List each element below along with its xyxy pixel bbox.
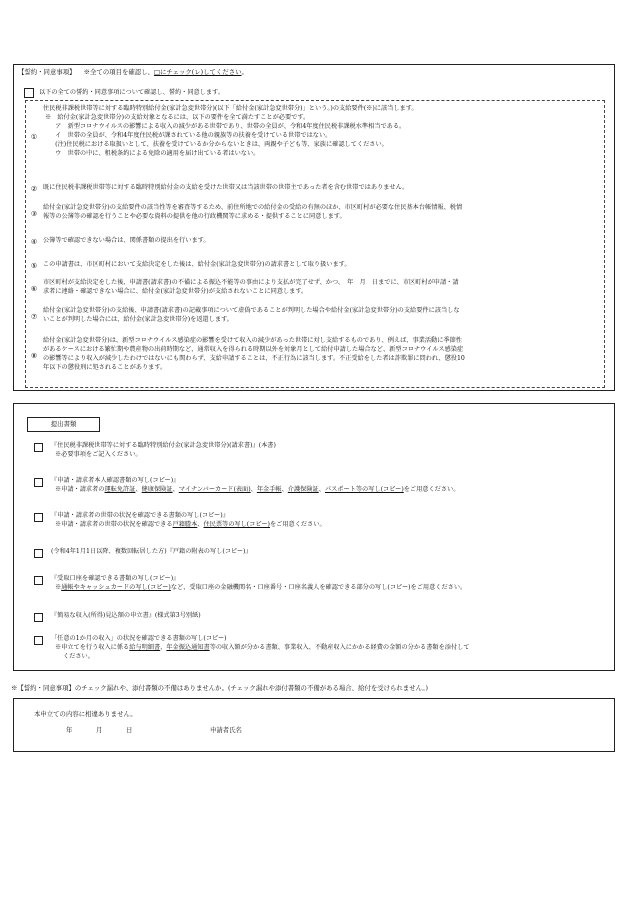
pledge-line: 求者に連絡・確認できない場合に、給付金(家計急変世帯分)が支給されないことに同意します。 (43, 287, 308, 295)
pledge-item-number: ⑥ (30, 285, 38, 293)
doc-note-sep: 、 (160, 643, 167, 651)
doc-note-underlined: パスポート等の写し(コピー) (324, 485, 404, 493)
doc-note-sep: 、 (197, 520, 204, 528)
doc-note-underlined: 給与明細書 (129, 643, 161, 651)
pledge-item-text (43, 279, 601, 297)
pledge-section (13, 64, 615, 391)
pledge-header (18, 68, 248, 77)
doc-note-sep: 、 (250, 485, 257, 493)
month-label: 月 (96, 726, 103, 734)
doc-note-text: をご用意ください。 (403, 485, 460, 493)
doc-title: 『簡易な収入(所得)見込額の申立書』(様式第3号別紙) (51, 612, 201, 619)
doc-note-text: など、受取口座の金融機関名・口座番号・口座名義人を確認できる部分の写し(コピー)をご用意ください。 (170, 583, 467, 591)
doc-note-underlined: マイナンバーカード(表面) (178, 485, 251, 493)
pledge-line: ※ 給付金(家計急変世帯分)の支給対象となるには、以下の要件を全て満たすことが必要です。 (45, 113, 310, 121)
pledge-item-number: ⑦ (30, 313, 38, 321)
pledge-line: ウ 世帯の中に、租税条約による免除の適用を届け出ている者はいない。 (49, 149, 260, 157)
doc-note: ください。 (63, 652, 94, 660)
doc-note-text: ※申立てを行う収入に係る (55, 643, 130, 651)
doc-note-underlined: 介護保険証 (287, 485, 319, 493)
doc-checkbox[interactable] (34, 549, 43, 558)
doc-note-text: ※ (55, 583, 62, 591)
pledge-item-text (43, 237, 601, 246)
doc-note-underlined: 運転免許証 (104, 485, 136, 493)
pledge-line: 報等の公簿等の確認を行うことや必要な資料の提供を他の行政機関等に求める・提供することに同意します。 (43, 212, 346, 220)
pledge-line: 給付金(家計急変世帯分)は、新型コロナウイルス感染症の影響を受けて収入の減少があった世帯に対し支給するものであり、例えば、事業活動に季節性 (43, 337, 462, 344)
doc-note (51, 644, 604, 653)
doc-note-underlined: 住民票等の写し(コピー) (203, 520, 270, 528)
pledge-header-note-end: 。 (241, 68, 248, 76)
doc-checkbox[interactable] (34, 478, 43, 487)
pledge-item-text (43, 261, 601, 270)
pledge-line: 年以下の懲役刑に処されることがあります。 (43, 363, 167, 371)
pledge-item-text (43, 307, 601, 325)
doc-note-underlined: 通帳やキャッシュカードの写し(コピー) (61, 583, 171, 591)
applicant-name-label: 申請者氏名 (210, 726, 242, 734)
doc-note-sep: 、 (172, 485, 179, 493)
pledge-item-number: ⑤ (30, 262, 38, 270)
doc-checkbox[interactable] (34, 636, 43, 645)
doc-note-underlined: 年金手帳 (256, 485, 282, 493)
doc-note-sep: 、 (135, 485, 142, 493)
pledge-header-note-underlined: □にチェック(レ)してください (153, 68, 242, 76)
pledge-item-text (43, 204, 601, 222)
pledge-line: ア 新型コロナウイルスの影響による収入の減少がある世帯であり、世帯の全員が、令和4年度住民税非課税水準相当である。 (49, 122, 406, 130)
pledge-line: イ 世帯の全員が、令和4年度住民税が課されている他の親族等の扶養を受けている世帯ではない。 (49, 131, 332, 139)
doc-note (51, 486, 604, 495)
day-label: 日 (126, 726, 133, 734)
doc-title: 『申請・請求者本人確認書類の写し(コピー)』 (51, 477, 180, 484)
pledge-item-text (43, 105, 601, 159)
pledge-line: 市区町村が支給決定をした後、申請書(請求書)の不備による振込不能等の事由により支払が完了せず、かつ、 年 月 日までに、市区町村が申請・請 (43, 279, 459, 286)
pledge-line: 給付金(家計急変世帯分)の支給後、申請書(請求書)の記載事項について虚偽であることが判明した場合や給付金(家計急変世帯分)の支給要件に該当しな (43, 307, 460, 314)
pledge-header-label: 【誓約・同意事項】 (18, 68, 76, 76)
doc-note (51, 584, 604, 593)
pledge-items-box (25, 100, 605, 388)
agree-all-label: 以下の全ての誓約・同意事項について確認し、誓約・同意します。 (39, 88, 225, 96)
doc-note-text: をご用意ください。 (269, 520, 326, 528)
pledge-line: 既に住民税非課税世帯等に対する臨時特別給付金の支給を受けた世帯又は当該世帯の世帯主であった者を含む世帯ではありません。 (43, 184, 409, 191)
pledge-header-note: ※全ての項目を確認し、 (83, 68, 154, 76)
checklist-warning: ※【誓約・同意事項】のチェック漏れや、添付書類の不備はありませんか。(チェック漏れや添付書類の不備がある場合、給付を受けられません。) (11, 684, 429, 692)
doc-checkbox[interactable] (34, 513, 43, 522)
doc-title: 「任意の1か月の収入」の状況を確認できる書類の写し(コピー) (51, 635, 227, 642)
pledge-item-number: ① (30, 133, 38, 141)
pledge-line: いことが判明した場合には、給付金(家計急変世帯分)を返還します。 (43, 315, 233, 323)
documents-title: 提出書類 (27, 417, 100, 432)
pledge-item-number: ④ (30, 238, 38, 246)
pledge-item-number: ② (30, 185, 38, 193)
doc-title: 『受取口座を確認できる書類の写し(コピー)』 (51, 575, 180, 582)
doc-checkbox[interactable] (34, 443, 43, 452)
doc-note-sep: 、 (318, 485, 325, 493)
pledge-item-text (43, 337, 601, 373)
declaration-text: 本申立ての内容に相違ありません。 (34, 710, 137, 718)
doc-note: ※必要事項をご記入ください。 (55, 450, 142, 458)
pledge-line: 給付金(家計急変世帯分)の支給要件の該当性等を審査等するため、前住所地での給付金の受給の有無のほか、市区町村が必要な住民基本台帳情報、税情 (43, 204, 463, 211)
doc-note-underlined: 年金振込通知書 (166, 643, 210, 651)
date-row (66, 726, 242, 735)
doc-note-sep: 、 (281, 485, 288, 493)
doc-note-underlined: 戸籍謄本 (172, 520, 198, 528)
doc-title: 『住民税非課税世帯等に対する臨時特別給付金(家計急変世帯分)(請求書)』(本書) (51, 442, 276, 449)
doc-note-text: 等の収入額が分かる書類、事業収入、不動産収入にかかる経費の金額の分かる書類を添付して (209, 643, 470, 651)
pledge-item-text (43, 184, 601, 193)
pledge-line: この申請書は、市区町村において支給決定をした後は、給付金(家計急変世帯分)の請求書として取り扱います。 (43, 261, 351, 268)
declaration-section (13, 698, 615, 752)
pledge-line: (注)住民税における取扱いとして、扶養を受けているか分からないときは、両親や子ども等、家族に確認してください。 (49, 140, 388, 148)
year-label: 年 (66, 726, 73, 734)
pledge-item-number: ③ (30, 210, 38, 218)
doc-note-text: ※申請・請求者の (55, 485, 105, 493)
doc-checkbox[interactable] (34, 576, 43, 585)
pledge-line: があるケースにおける繁忙期や農産物の出荷時期など、通常収入を得られる時期以外を対象月として給付申請した場合など、新型コロナウイルス感染症 (43, 345, 464, 353)
documents-section (13, 403, 615, 671)
doc-title: 『申請・請求者の世帯の状況を確認できる書類の写し(コピー)』 (51, 512, 229, 519)
agree-all-row[interactable] (24, 88, 224, 98)
pledge-item-number: ⑧ (30, 352, 38, 360)
pledge-line: の影響等により収入が減少したわけではないにも関わらず、支給申請することは、不正行為に該当します。不正受給をした者は詐欺罪に問われ、懲役10 (43, 354, 465, 362)
doc-note-underlined: 健康保険証 (141, 485, 173, 493)
doc-title: (令和4年1月1日以降、複数回転居した方)『戸籍の附表の写し(コピー)』 (51, 548, 252, 555)
pledge-line: 住民税非課税世帯等に対する臨時特別給付金(家計急変世帯分)(以下「給付金(家計急変世帯分)」という。)の支給要件(※)に該当します。 (43, 105, 418, 112)
doc-checkbox[interactable] (34, 613, 43, 622)
agree-all-checkbox[interactable] (24, 88, 34, 98)
doc-note (51, 521, 604, 530)
doc-note-text: ※申請・請求者の世帯の状況を確認できる (55, 520, 173, 528)
pledge-line: 公簿等で確認できない場合は、関係書類の提出を行います。 (43, 237, 210, 244)
